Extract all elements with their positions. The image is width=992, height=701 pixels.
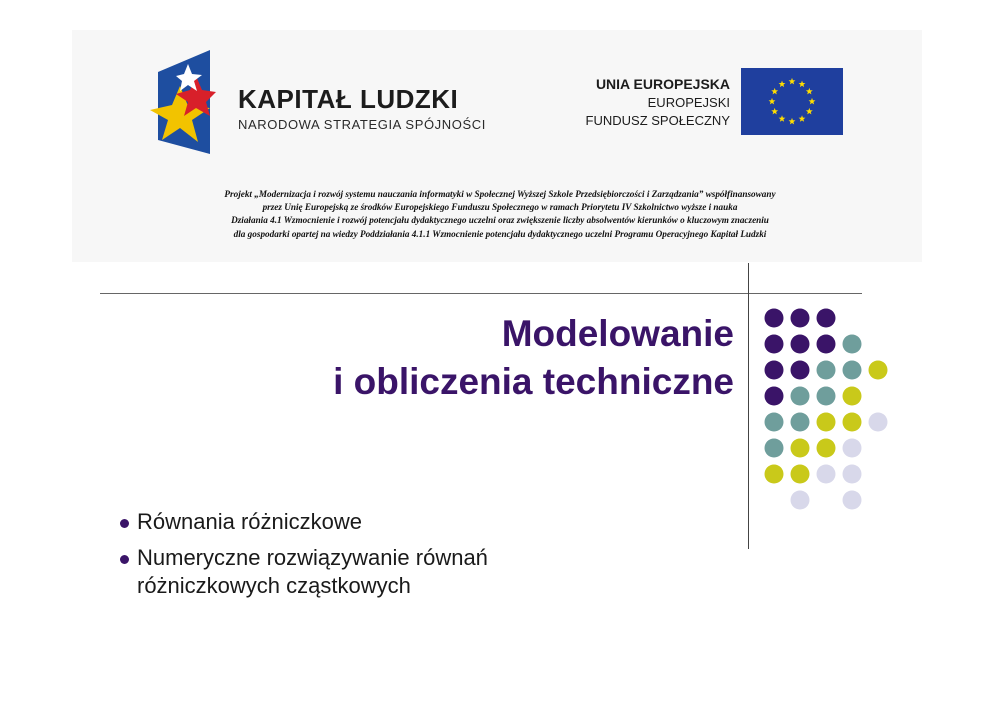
decorative-dot <box>765 413 784 432</box>
decorative-dot-grid <box>760 304 900 524</box>
bullet-text: różniczkowych cząstkowych <box>137 573 411 598</box>
decorative-dot <box>869 413 888 432</box>
decorative-dot <box>817 309 836 328</box>
project-line: dla gospodarki opartej na wiedzy Poddziałania 4.1.1 Wzmocnienie potencjału dydaktycznego uczelni Programu Operacyjnego Kapitał Ludzki <box>233 228 767 239</box>
decorative-dot <box>817 413 836 432</box>
bullet-dot-icon <box>120 555 129 564</box>
project-line: Działania 4.1 Wzmocnienie i rozwój potencjału dydaktycznego uczelni oraz zwiększenie liczby absolwentów kierunków o kluczowym znaczeniu <box>231 215 769 226</box>
decorative-dot <box>817 439 836 458</box>
decorative-dot <box>765 361 784 380</box>
decorative-dot <box>765 465 784 484</box>
decorative-dot <box>791 439 810 458</box>
decorative-dot <box>791 309 810 328</box>
bullet-continuation <box>120 572 488 600</box>
decorative-dot <box>765 439 784 458</box>
bullet-text: Równania różniczkowe <box>137 509 362 534</box>
bullet-item <box>120 508 488 536</box>
project-line: Projekt „Modernizacja i rozwój systemu nauczania informatyki w Społecznej Wyższej Szkole Przedsiębiorczości i Zarządzania” współfinansowany <box>224 189 776 199</box>
decorative-dot <box>791 465 810 484</box>
bullet-dot-icon <box>120 519 129 528</box>
bullet-item <box>120 544 488 572</box>
decorative-dot <box>843 387 862 406</box>
eu-flag-icon <box>741 68 843 135</box>
ue-label-line2: EUROPEJSKI <box>647 95 730 110</box>
decorative-dot <box>843 491 862 510</box>
decorative-dot <box>791 361 810 380</box>
decorative-dot <box>791 413 810 432</box>
project-description <box>160 188 840 241</box>
decorative-dot <box>765 309 784 328</box>
kapital-ludzki-title: KAPITAŁ LUDZKI <box>238 84 459 114</box>
bullet-text: Numeryczne rozwiązywanie równań <box>137 545 488 570</box>
slide-title-line1: Modelowanie <box>501 313 734 354</box>
decorative-dot <box>843 413 862 432</box>
ue-label-line3: FUNDUSZ SPOŁECZNY <box>585 113 730 128</box>
project-line: przez Unię Europejską ze środków Europejskiego Funduszu Społecznego w ramach Priorytetu IV Szkolnictwo wyższe i nauka <box>262 202 738 213</box>
decorative-dot <box>843 361 862 380</box>
decorative-dot <box>817 361 836 380</box>
decorative-dot <box>817 387 836 406</box>
decorative-dot <box>843 335 862 354</box>
decorative-dot <box>817 335 836 354</box>
decorative-dot <box>765 335 784 354</box>
decorative-dot <box>791 491 810 510</box>
decorative-dot <box>765 387 784 406</box>
kapital-ludzki-logo <box>150 50 220 154</box>
slide-title <box>333 310 734 406</box>
decorative-dot <box>791 335 810 354</box>
decorative-dot <box>843 465 862 484</box>
decorative-dot <box>817 465 836 484</box>
vertical-divider <box>748 263 749 549</box>
decorative-dot <box>869 361 888 380</box>
bullet-list <box>120 508 488 608</box>
slide-title-line2: i obliczenia techniczne <box>333 361 734 402</box>
decorative-dot <box>843 439 862 458</box>
ue-label-line1: UNIA EUROPEJSKA <box>595 76 730 92</box>
decorative-dot <box>791 387 810 406</box>
kapital-ludzki-subtitle: NARODOWA STRATEGIA SPÓJNOŚCI <box>238 117 486 132</box>
